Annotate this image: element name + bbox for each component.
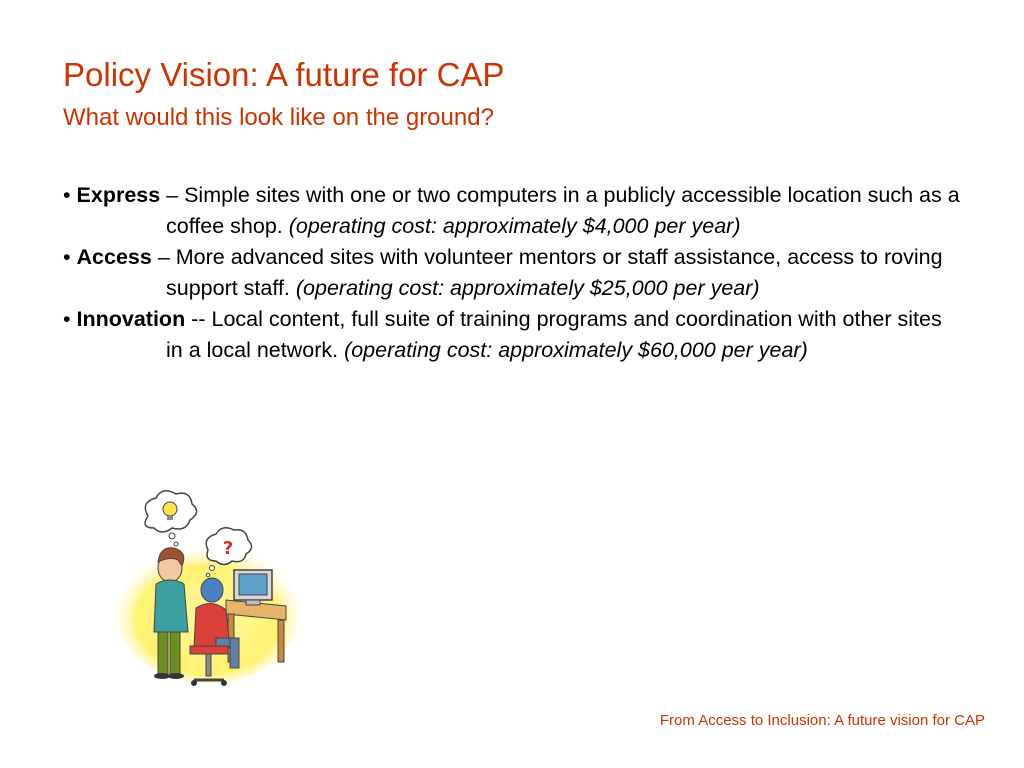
bullet-separator: -- [185,307,212,331]
bullet-text: Local content, full suite of training programs and coordination with other sites in a local network. [166,307,942,362]
question-glyph: ? [222,538,234,559]
bullet-cost: (operating cost: approximately $60,000 per year) [344,338,808,362]
bullet-marker: • [63,183,71,207]
bullet-item-innovation [63,304,963,366]
bullet-separator: – [151,245,176,269]
bullet-term: Access [76,245,152,269]
bullet-marker: • [63,245,71,269]
bullet-marker: • [63,307,71,331]
computer-monitor [234,570,272,605]
bullet-cost: (operating cost: approximately $25,000 per year) [295,276,760,300]
bullet-cost: (operating cost: approximately $4,000 per year) [288,214,741,238]
bullet-separator: – [160,183,185,207]
footer-text: From Access to Inclusion: A future vision for CAP [659,712,985,729]
bullet-list [63,180,963,366]
slide-subtitle: What would this look like on the ground? [63,104,494,131]
lightbulb-icon [145,491,196,546]
people-at-computer-illustration [108,488,308,698]
bullet-text: More advanced sites with volunteer mentors or staff assistance, access to roving support staff. [166,245,943,300]
bullet-item-express [63,180,963,242]
bullet-text: Simple sites with one or two computers in a publicly accessible location such as a coffee shop. [166,183,960,238]
bullet-item-access [63,242,963,304]
bullet-term: Innovation [76,307,186,331]
bullet-term: Express [76,183,161,207]
slide-title: Policy Vision: A future for CAP [63,56,505,93]
